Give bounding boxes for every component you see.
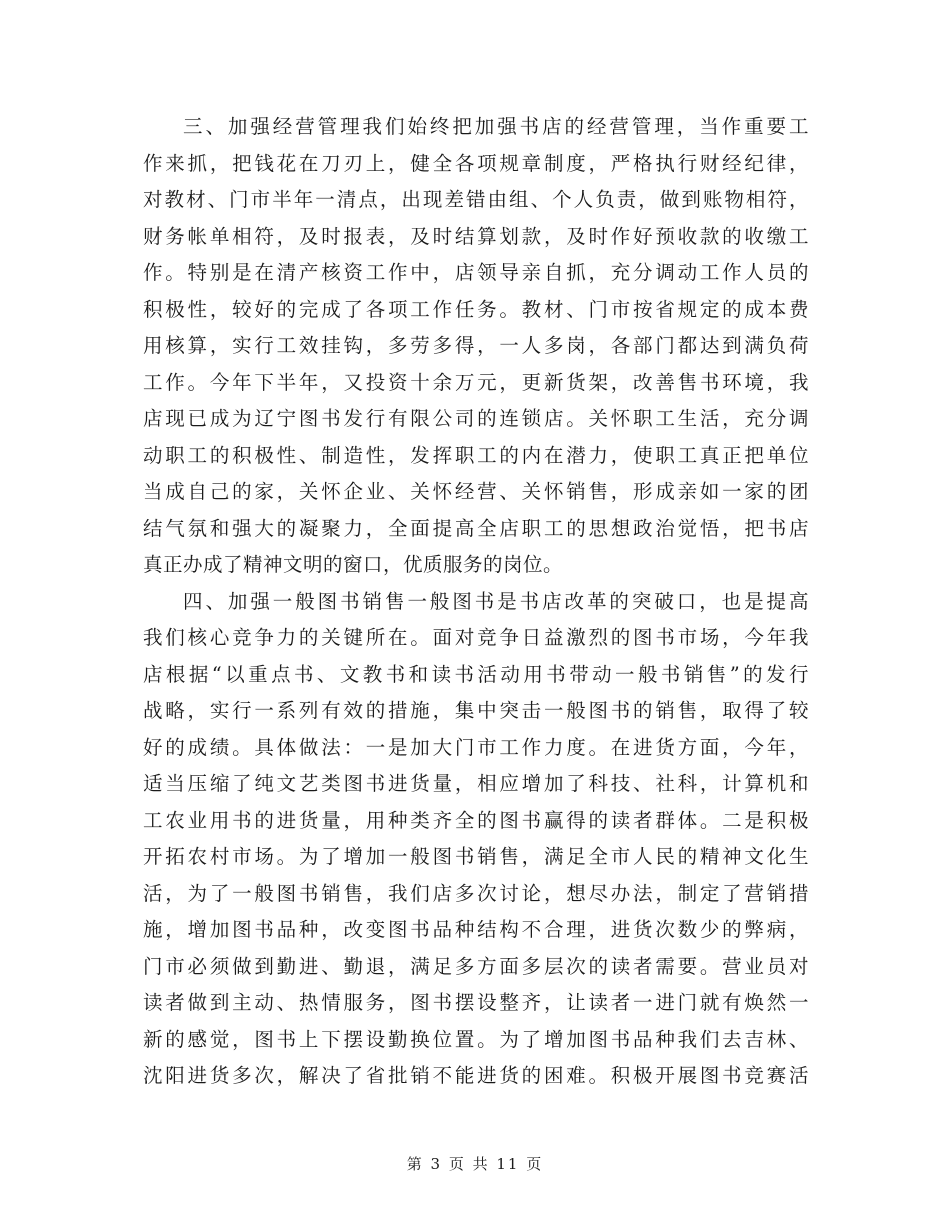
paragraph-line: 真正办成了精神文明的窗口，优质服务的岗位。 (143, 553, 564, 576)
paragraph-line: 施，增加图书品种，改变图书品种结构不合理，进货次数少的弊病， (143, 918, 809, 941)
paragraph-line: 店现已成为辽宁图书发行有限公司的连锁店。关怀职工生活，充分调 (143, 407, 809, 430)
paragraph-line: 四、加强一般图书销售一般图书是书店改革的突破口，也是提高 (183, 589, 809, 613)
page-number-footer: 第 3 页 共 11 页 (406, 1155, 544, 1173)
paragraph-line: 积极性，较好的完成了各项工作任务。教材、门市按省规定的成本费 (143, 297, 809, 321)
paragraph-line: 开拓农村市场。为了增加一般图书销售，满足全市人民的精神文化生 (143, 845, 809, 868)
paragraph-line: 门市必须做到勤进、勤退，满足多方面多层次的读者需要。营业员对 (143, 954, 809, 978)
paragraph-line: 三、加强经营管理我们始终把加强书店的经营管理，当作重要工 (183, 115, 809, 138)
paragraph-line: 战略，实行一系列有效的措施，集中突击一般图书的销售，取得了较 (143, 699, 809, 722)
paragraph-line: 结气氛和强大的凝聚力，全面提高全店职工的思想政治觉悟，把书店 (143, 516, 809, 540)
paragraph-line: 动职工的积极性、制造性，发挥职工的内在潜力，使职工真正把单位 (143, 443, 809, 467)
paragraph-line: 好的成绩。具体做法：一是加大门市工作力度。在进货方面，今年， (143, 735, 809, 759)
paragraph-line: 作来抓，把钱花在刀刃上，健全各项规章制度，严格执行财经纪律， (143, 151, 809, 175)
paragraph-line: 用核算，实行工效挂钩，多劳多得，一人多岗，各部门都达到满负荷 (143, 334, 809, 357)
paragraph-line: 沈阳进货多次，解决了省批销不能进货的困难。积极开展图书竞赛活 (143, 1064, 809, 1087)
paragraph-line: 我们核心竞争力的关键所在。面对竞争日益激烈的图书市场，今年我 (143, 626, 809, 649)
paragraph-line: 工农业用书的进货量，用种类齐全的图书赢得的读者群体。二是积极 (143, 808, 809, 832)
paragraph-line: 作。特别是在清产核资工作中，店领导亲自抓，充分调动工作人员的 (143, 261, 809, 284)
paragraph-line: 对教材、门市半年一清点，出现差错由组、个人负责，做到账物相符， (143, 188, 809, 211)
paragraph-line: 适当压缩了纯文艺类图书进货量，相应增加了科技、社科，计算机和 (143, 772, 809, 795)
paragraph-line: 工作。今年下半年，又投资十余万元，更新货架，改善售书环境，我 (143, 370, 809, 394)
paragraph-line: 财务帐单相符，及时报表，及时结算划款，及时作好预收款的收缴工 (143, 224, 809, 248)
body-text (143, 109, 809, 1095)
paragraph-line: 读者做到主动、热情服务，图书摆设整齐，让读者一进门就有焕然一 (143, 991, 809, 1014)
paragraph-line: 店根据“以重点书、文教书和读书活动用书带动一般书销售”的发行 (143, 662, 809, 686)
paragraph-line: 当成自己的家，关怀企业、关怀经营、关怀销售，形成亲如一家的团 (143, 480, 809, 503)
paragraph-line: 活，为了一般图书销售，我们店多次讨论，想尽办法，制定了营销措 (143, 881, 809, 905)
paragraph-line: 新的感觉，图书上下摆设勤换位置。为了增加图书品种我们去吉林、 (143, 1027, 809, 1051)
